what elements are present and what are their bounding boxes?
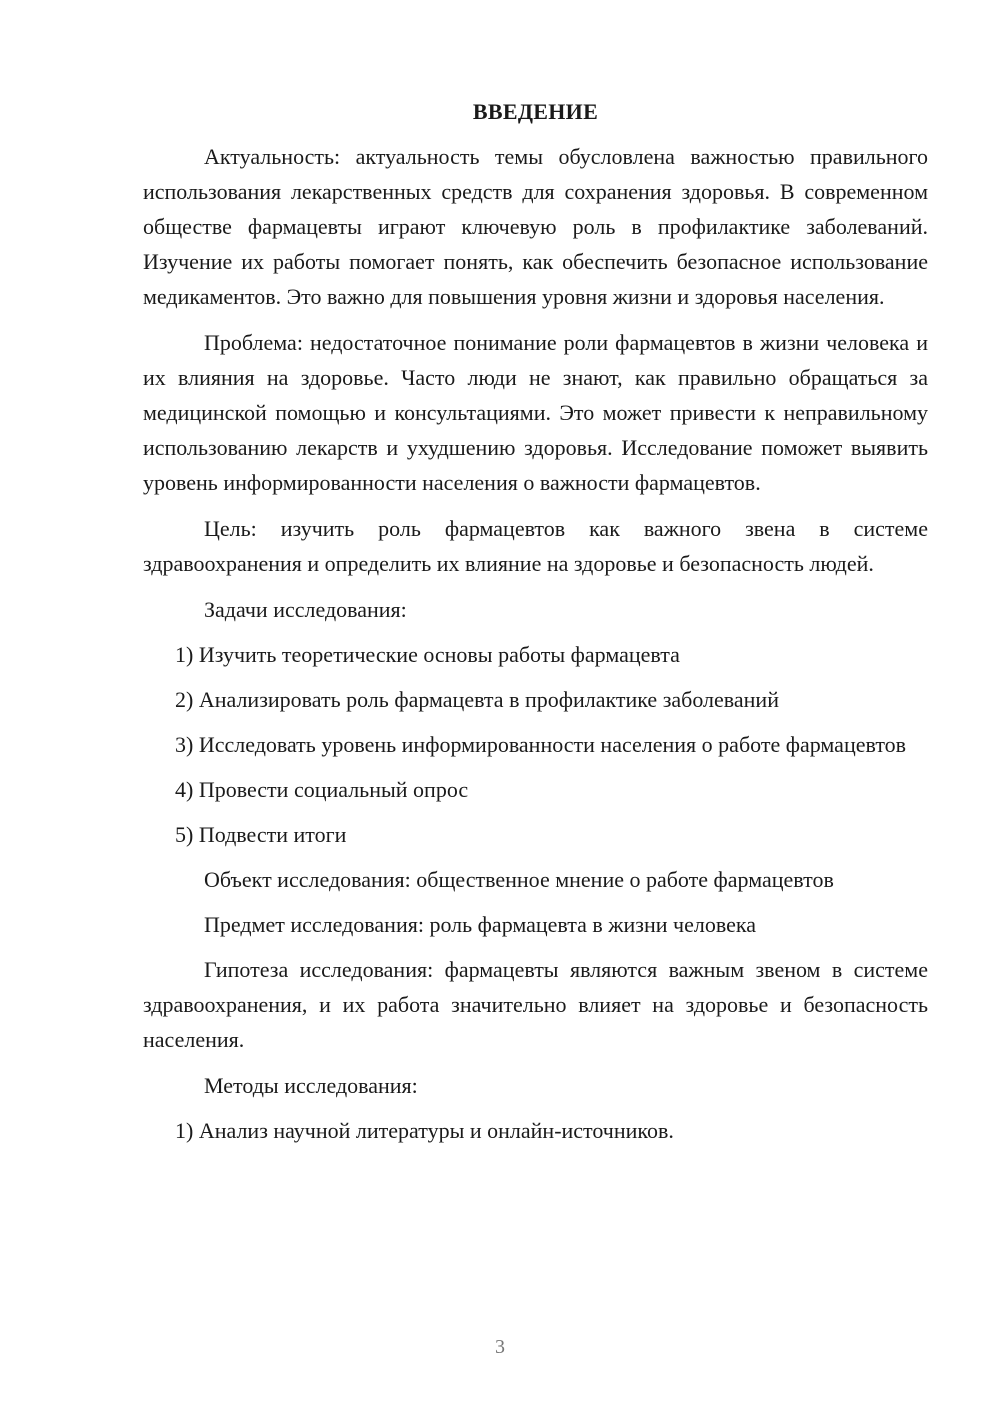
paragraph-hypothesis: Гипотеза исследования: фармацевты являются важным звеном в системе здравоохранения, и их работа значительно влияет на здоровье и безопасность населения. bbox=[143, 957, 928, 1052]
task-item-3: 3) Исследовать уровень информированности населения о работе фармацевтов bbox=[175, 732, 907, 757]
paragraph-problem: Проблема: недостаточное понимание роли фармацевтов в жизни человека и их влияния на здоровье. Часто люди не знают, как правильно обращаться за медицинской помощью и консультациями. Это может привести к неправильному использованию лекарств и ухудшению здоровья. Исследование поможет выявить уровень информированности населения о важности фармацевтов. bbox=[143, 330, 928, 495]
document-body bbox=[143, 94, 928, 1158]
task-item-2: 2) Анализировать роль фармацевта в профилактике заболеваний bbox=[175, 687, 779, 712]
page-number: 3 bbox=[495, 1336, 505, 1358]
paragraph-goal: Цель: изучить роль фармацевтов как важного звена в системе здравоохранения и определить их влияние на здоровье и безопасность людей. bbox=[143, 516, 928, 576]
task-item-4: 4) Провести социальный опрос bbox=[175, 777, 469, 802]
paragraph-tasks-heading: Задачи исследования: bbox=[204, 597, 407, 622]
paragraph-relevance: Актуальность: актуальность темы обусловлена важностью правильного использования лекарственных средств для сохранения здоровья. В современном обществе фармацевты играют ключевую роль в профилактике заболеваний. Изучение их работы помогает понять, как обеспечить безопасное использование медикаментов. Это важно для повышения уровня жизни и здоровья населения. bbox=[143, 144, 928, 309]
paragraph-subject: Предмет исследования: роль фармацевта в жизни человека bbox=[204, 912, 756, 937]
paragraph-methods-heading: Методы исследования: bbox=[204, 1073, 418, 1098]
method-item-1: 1) Анализ научной литературы и онлайн-источников. bbox=[175, 1118, 674, 1143]
task-item-5: 5) Подвести итоги bbox=[175, 822, 347, 847]
task-item-1: 1) Изучить теоретические основы работы фармацевта bbox=[175, 642, 680, 667]
section-title: ВВЕДЕНИЕ bbox=[472, 99, 599, 124]
paragraph-object: Объект исследования: общественное мнение о работе фармацевтов bbox=[204, 867, 834, 892]
